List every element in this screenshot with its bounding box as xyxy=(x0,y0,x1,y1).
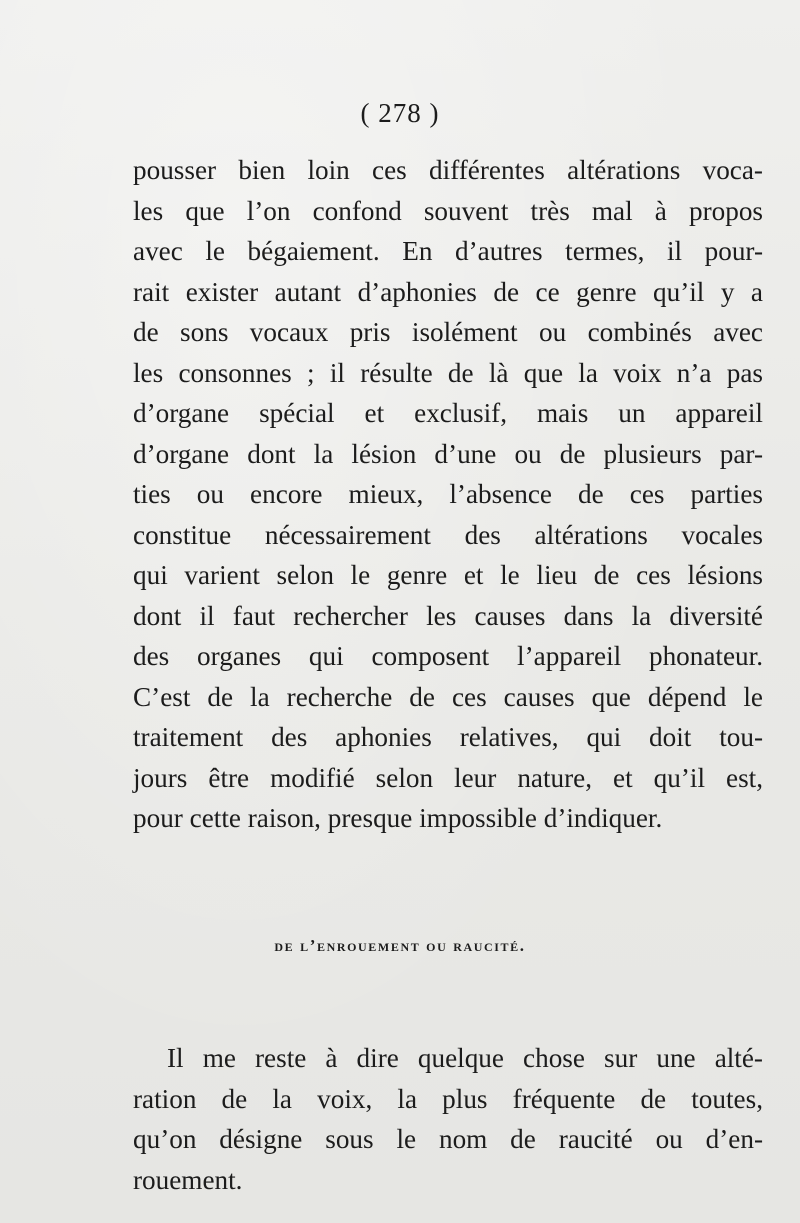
text-line: rouement. xyxy=(133,1164,243,1195)
text-line: pour cette raison, presque impossible d’indiquer. xyxy=(133,803,663,833)
section-heading: de l’enrouement ou raucité. xyxy=(274,936,526,955)
text-line: les que l’on confond souvent très mal à propos xyxy=(133,195,763,226)
text-line: jours être modifié selon leur nature, et qu’il est, xyxy=(133,762,763,793)
text-line: qui varient selon le genre et le lieu de ces lésions xyxy=(133,560,763,590)
text-line: traitement des aphonies relatives, qui doit tou- xyxy=(133,722,763,752)
text-line: de sons vocaux pris isolément ou combinés avec xyxy=(133,317,763,347)
text-line: d’organe dont la lésion d’une ou de plusieurs par- xyxy=(133,438,763,469)
page-number: ( 278 ) xyxy=(360,98,440,128)
text-line: dont il faut rechercher les causes dans la diversité xyxy=(133,600,763,631)
text-line: ties ou encore mieux, l’absence de ces parties xyxy=(133,479,763,509)
text-line: C’est de la recherche de ces causes que dépend le xyxy=(133,681,763,712)
text-line: des organes qui composent l’appareil phonateur. xyxy=(133,641,763,671)
text-line: les consonnes ; il résulte de là que la voix n’a pas xyxy=(133,357,763,388)
text-line: d’organe spécial et exclusif, mais un appareil xyxy=(133,398,763,428)
paragraph-1 xyxy=(133,150,763,839)
text-line: qu’on désigne sous le nom de raucité ou d’en- xyxy=(133,1124,763,1154)
text-line: ration de la voix, la plus fréquente de toutes, xyxy=(133,1083,763,1114)
paragraph-2 xyxy=(133,1038,763,1200)
text-line: avec le bégaiement. En d’autres termes, il pour- xyxy=(133,236,763,266)
text-line: Il me reste à dire quelque chose sur une alté- xyxy=(167,1043,763,1073)
text-line: pousser bien loin ces différentes altérations voca- xyxy=(133,155,763,185)
text-line: constitue nécessairement des altérations vocales xyxy=(133,519,763,550)
text-line: rait exister autant d’aphonies de ce genre qu’il y a xyxy=(133,276,763,307)
